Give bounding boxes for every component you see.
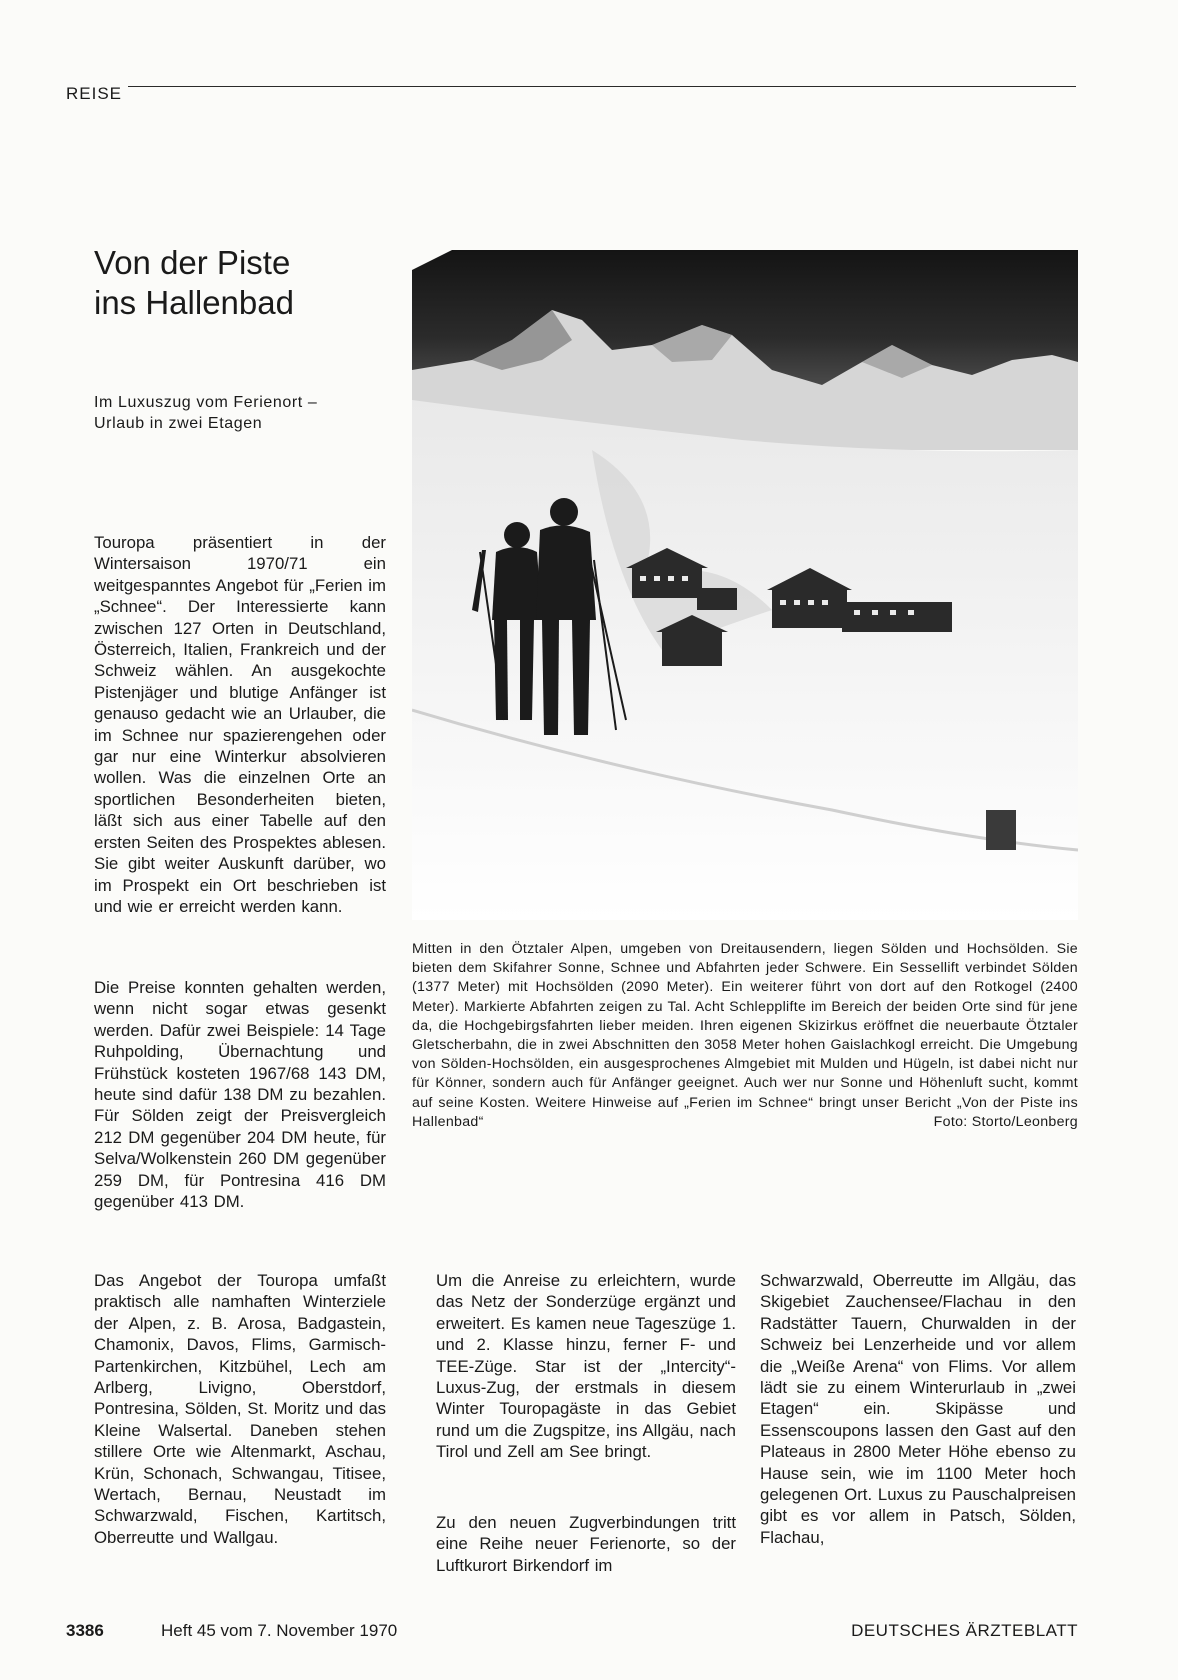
article-paragraph-2: Die Preise konnten gehalten werden, wenn nicht sogar etwas gesenkt werden. Dafür zwei Beispiele: 14 Tage Ruhpolding, Übernachtung und Frühstück kosteten 1967/68 143 DM, heute sind dafür 138 DM zu bezahlen. Für Sölden zeigt der Preisvergleich 212 DM gegenüber 204 DM heute, für Selva/Wolkenstein 260 DM gegenüber 259 DM, für Pontresina 416 DM gegenüber 413 DM. [94, 978, 386, 1212]
caption-text: Mitten in den Ötztaler Alpen, umgeben von Dreitausendern, liegen Sölden und Hochsölden. Sie bieten dem Skifahrer Sonne, Schnee und Abfahrten jeder Schwere. Ein Sessellift verbindet Sölden (1377 Meter) mit Hochsölden (2090 Meter). Ein weiterer führt von dort auf den Rotkogel (2400 Meter). Markierte Abfahrten zeigen zu Tal. Acht Schlepplifte im Bereich der beiden Orte sind für jene da, die Hochgebirgsfahrten lieber meiden. Ihren eigenen Skizirkus eröffnet die neuerbaute Ötztaler Gletscherbahn, die in zwei Abschnitten den 3058 Meter hohen Gaislachkogl erreicht. Die Umgebung von Sölden-Hochsölden, ein ausgesprochenes Almgebiet mit Mulden und Hügeln, ist dabei nicht nur für Könner, sondern auch für Anfänger geeignet. Auch wer nur Sonne und Höhenluft sucht, kommt auf seine Kosten. Weitere Hinweise auf „Ferien im Schnee“ bringt unser Bericht „Von der Piste ins Hallenbad“ [412, 941, 1078, 1130]
section-label: REISE [66, 84, 123, 103]
article-title [94, 243, 294, 323]
photo-caption [412, 940, 1078, 1132]
header-rule [128, 86, 1076, 87]
article-paragraph-3: Das Angebot der Touropa umfaßt praktisch alle namhaften Winterziele der Alpen, z. B. Arosa, Badgastein, Chamonix, Davos, Flims, Garmisch-Partenkirchen, Kitzbühel, Lech am Arlberg, Livigno, Oberstdorf, Pontresina, Sölden, St. Moritz und das Kleine Walsertal. Daneben stehen stillere Orte wie Altenmarkt, Aschau, Krün, Schonach, Schwangau, Titisee, Wertach, Bernau, Neustadt im Schwarzwald, Fischen, Kartitsch, Oberreutte und Wallgau. [94, 1271, 386, 1547]
ski-resort-photo [412, 250, 1078, 920]
article-paragraph-1: Touropa präsentiert in der Wintersaison 1970/71 ein weitgespanntes Angebot für „Ferien im „Schnee“. Der Interessierte kann zwischen 127 Orten in Deutschland, Österreich, Italien, Frankreich und der Schweiz wählen. An ausgekochte Pistenjäger und blutige Anfänger ist genauso gedacht wie an Urlauber, die im Schnee nur spazierengehen oder gar nur eine Winterkur absolvieren wollen. Was die einzelnen Orte an sportlichen Besonderheiten bieten, läßt sich aus einer Tabelle auf den ersten Seiten des Prospektes ablesen. Sie gibt weiter Auskunft darüber, wo im Prospekt ein Ort beschrieben ist und wie er erreicht werden kann. [94, 533, 386, 916]
article-subtitle-line-1: Im Luxuszug vom Ferienort – [94, 394, 318, 411]
article-subtitle-line-2: Urlaub in zwei Etagen [94, 415, 263, 432]
article-title-line-2: ins Hallenbad [94, 284, 294, 321]
article-paragraph-6: Schwarzwald, Oberreutte im Allgäu, das Skigebiet Zauchensee/Flachau in den Radstätter Tauern, Churwalden in der Schweiz bei Lenzerheide und vor allem die „Weiße Arena“ von Flims. Vor allem lädt sie zu einem Winterurlaub in „zwei Etagen“ ein. Skipässe und Essenscoupons lassen den Gast auf den Plateaus in 2800 Meter Höhe ebenso zu Hause sein, wie im 1100 Meter hoch gelegenen Ort. Luxus zu Pauschalpreisen gibt es vor allem in Patsch, Sölden, Flachau, [760, 1271, 1076, 1547]
article-subtitle [94, 392, 394, 434]
issue-date: Heft 45 vom 7. November 1970 [161, 1621, 398, 1640]
article-title-line-1: Von der Piste [94, 244, 291, 281]
photo-credit: Foto: Storto/Leonberg [933, 1113, 1078, 1130]
journal-name: DEUTSCHES ÄRZTEBLATT [851, 1621, 1078, 1640]
page-number: 3386 [66, 1621, 104, 1640]
article-paragraph-4: Um die Anreise zu erleichtern, wurde das Netz der Sonderzüge ergänzt und erweitert. Es kamen neue Tageszüge 1. und 2. Klasse hinzu, ferner F- und TEE-Züge. Star ist der „Intercity“-Luxus-Zug, der erstmals in diesem Winter Touropagäste in das Gebiet rund um die Zugspitze, ins Allgäu, nach Tirol und Zell am See bringt. [436, 1271, 736, 1462]
article-paragraph-5: Zu den neuen Zugverbindungen tritt eine Reihe neuer Ferienorte, so der Luftkurort Birkendorf im [436, 1513, 736, 1575]
